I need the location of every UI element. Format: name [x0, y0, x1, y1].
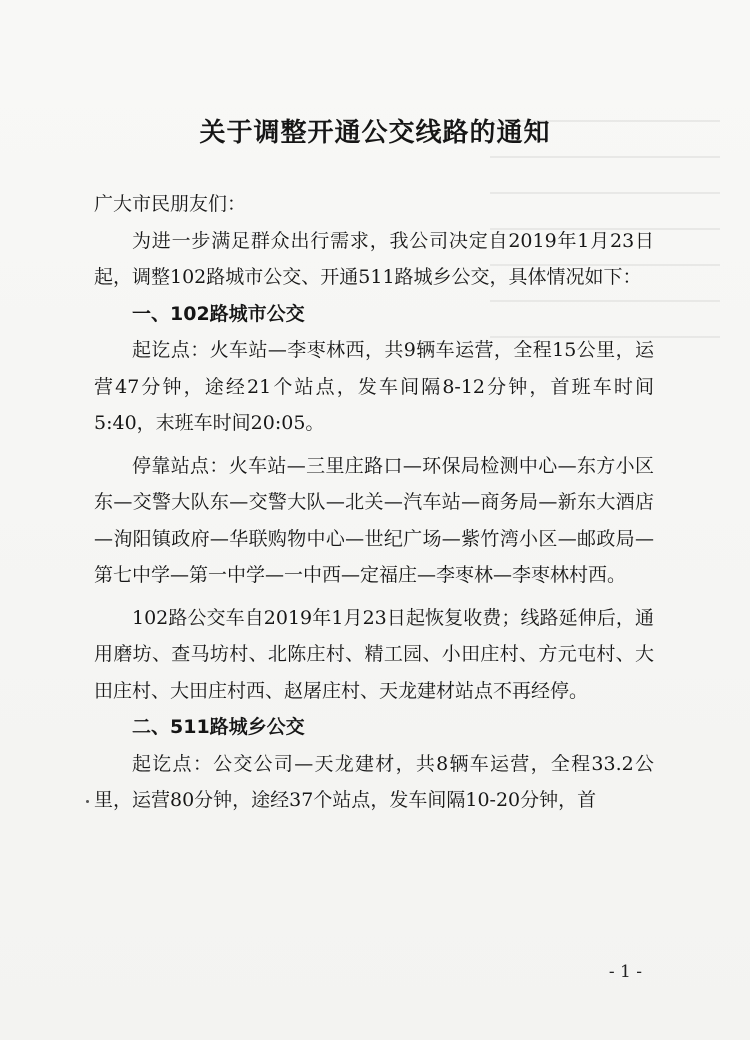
- scan-speck: [86, 800, 89, 803]
- salutation: 广大市民朋友们：: [94, 193, 247, 215]
- section-heading-102: 一、102路城市公交: [132, 302, 305, 325]
- notice-title: 关于调整开通公交线路的通知: [199, 118, 551, 148]
- page-number: - 1 -: [608, 962, 642, 982]
- route-511-summary: 起讫点：公交公司—天龙建材，共8辆车运营，全程33.2公里，运营80分钟，途经37个站点，发车间隔10-20分钟，首: [94, 752, 654, 811]
- notice-body: [94, 186, 654, 819]
- section-heading-511: 二、511路城乡公交: [132, 716, 305, 738]
- route-102-notice: 102路公交车自2019年1月23日起恢复收费；线路延伸后，通用磨坊、查马坊村、北陈庄村、精工园、小田庄村、方元屯村、大田庄村、大田庄村西、赵屠庄村、天龙建材站点不再经停。: [94, 606, 654, 702]
- route-102-stops: 停靠站点：火车站—三里庄路口—环保局检测中心—东方小区东—交警大队东—交警大队—北关—汽车站—商务局—新东大酒店—洵阳镇政府—华联购物中心—世纪广场—紫竹湾小区—邮政局—第七中学—第一中学—一中西—定福庄—李枣林—李枣林村西。: [94, 454, 654, 586]
- route-102-summary: 起讫点：火车站—李枣林西，共9辆车运营，全程15公里，运营47分钟，途经21个站点，发车间隔8-12分钟，首班车时间5:40，末班车时间20:05。: [94, 339, 654, 434]
- intro-paragraph: 为进一步满足群众出行需求，我公司决定自2019年1月23日起，调整102路城市公交、开通511路城乡公交，具体情况如下：: [94, 229, 654, 288]
